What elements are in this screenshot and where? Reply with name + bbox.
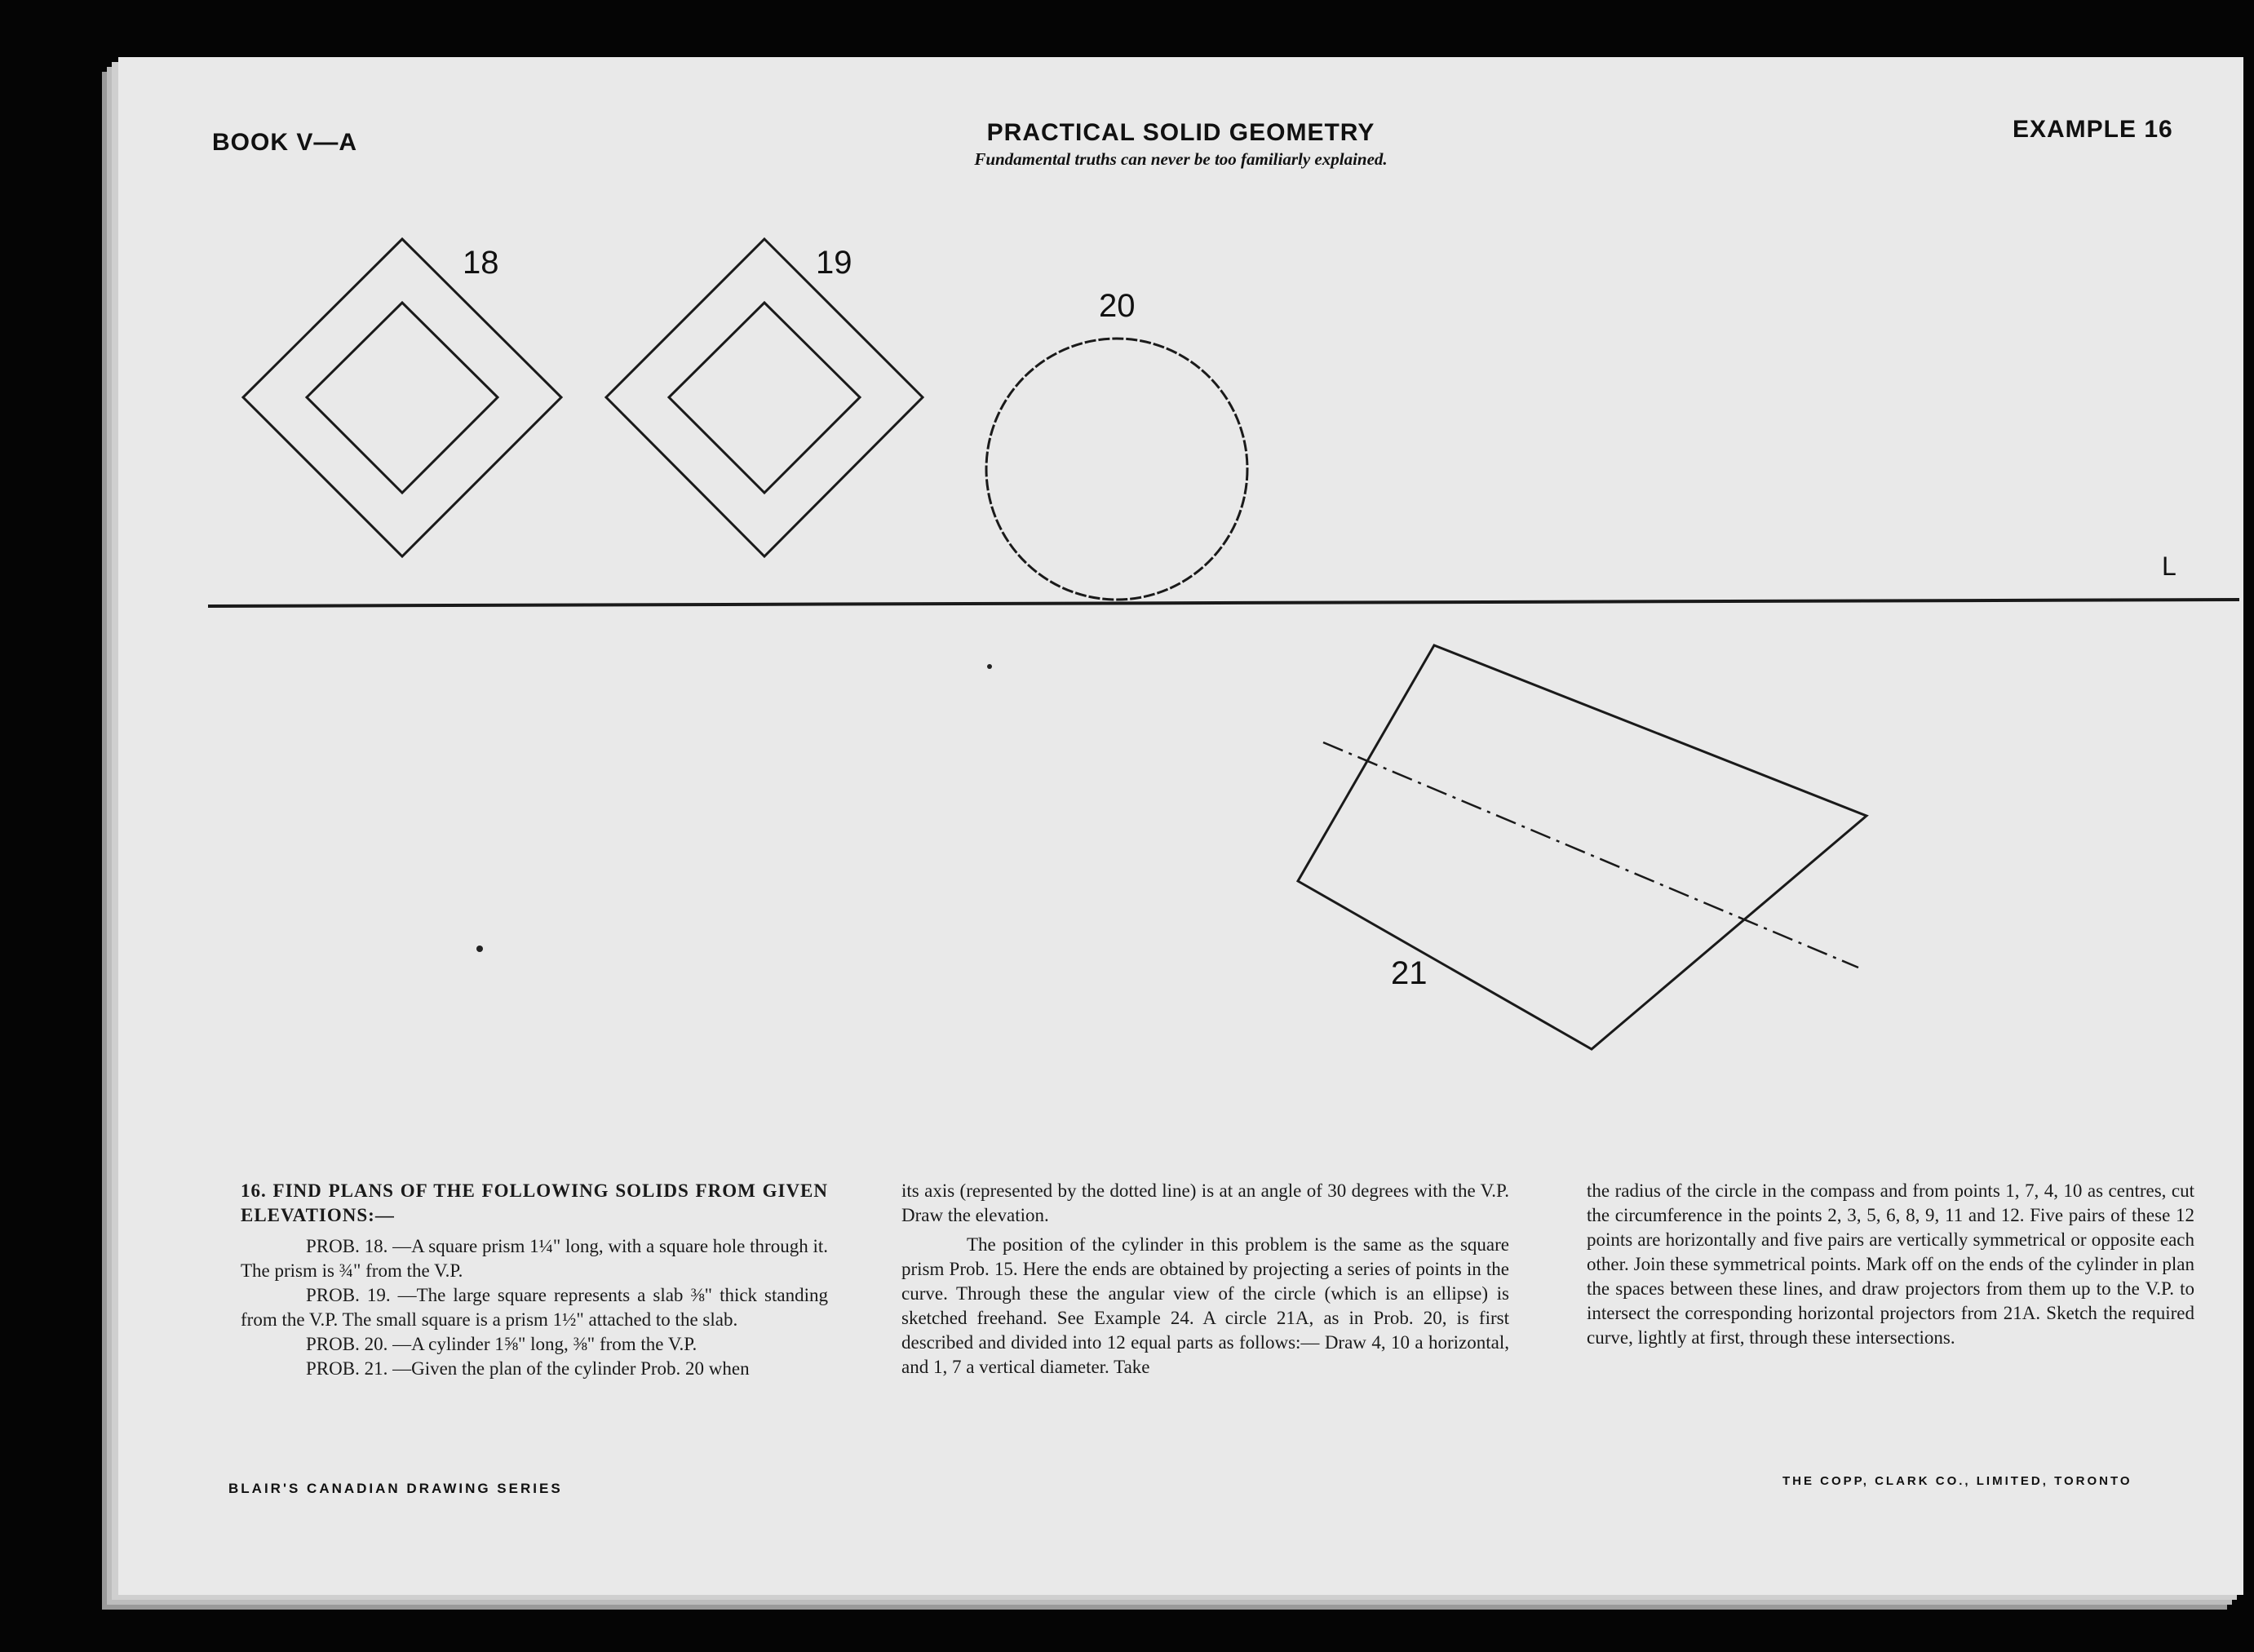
col2-paragraph-1: its axis (represented by the dotted line) is at an angle of 30 degrees with the V.P. Draw the elevation. — [901, 1180, 1509, 1225]
fig19-inner-square — [669, 303, 860, 493]
fig20-label: 20 — [1099, 288, 1136, 324]
footer-series: BLAIR'S CANADIAN DRAWING SERIES — [228, 1481, 563, 1496]
document-page — [118, 57, 2243, 1595]
page-title: PRACTICAL SOLID GEOMETRY — [986, 119, 1375, 146]
prob-19: PROB. 19. —The large square represents a slab ⅜" thick standing from the V.P. The small square is a prism 1½" attached to the slab. — [241, 1285, 828, 1330]
prob-20: PROB. 20. —A cylinder 1⅝" long, ⅜" from the V.P. — [306, 1334, 697, 1354]
ground-line-label: L — [2162, 551, 2177, 581]
fig21-axis — [1323, 742, 1858, 968]
text-column-3 — [1587, 1179, 2194, 1350]
text-column-2 — [901, 1179, 1509, 1380]
col2-paragraph-2: The position of the cylinder in this problem is the same as the square prism Prob. 15. Here the ends are obtained by projecting a series of points in the curve. Through these the angular view of the circle (which is an ellipse) is sketched freehand. See Example 24. A circle 21A, as in Prob. 20, is first described and divided into 12 equal parts as follows:— Draw 4, 10 a horizontal, and 1, 7 a vertical diameter. Take — [901, 1234, 1509, 1377]
example-label: EXAMPLE 16 — [2013, 116, 2173, 143]
fig21-label: 21 — [1391, 955, 1428, 991]
fig18-inner-square — [307, 303, 498, 493]
fig20-circle — [986, 339, 1247, 600]
text-column-1 — [241, 1179, 828, 1381]
page-tagline: Fundamental truths can never be too familiarly explained. — [974, 149, 1388, 169]
prob-18: PROB. 18. —A square prism 1¼" long, with a square hole through it. The prism is ¾" from the V.P. — [241, 1236, 828, 1281]
fig21-rectangle — [1298, 645, 1867, 1049]
speck — [476, 946, 483, 952]
section-heading: 16. FIND PLANS OF THE FOLLOWING SOLIDS FROM GIVEN ELEVATIONS:— — [241, 1180, 828, 1225]
ground-line — [208, 600, 2239, 606]
prob-21: PROB. 21. —Given the plan of the cylinder Prob. 20 when — [306, 1358, 750, 1379]
fig19-outer-square — [606, 239, 923, 556]
footer-publisher: THE COPP, CLARK CO., LIMITED, TORONTO — [1782, 1474, 2132, 1488]
book-label: BOOK V—A — [212, 129, 358, 156]
col3-paragraph-1: the radius of the circle in the compass and from points 1, 7, 4, 10 as centres, cut the circumference in the points 2, 3, 5, 6, 8, 9, 11 and 12. Five pairs of these 12 points are horizontally and five pairs are vertically symmetrical or opposite each other. Join these symmetrical points. Mark off on the ends of the cylinder in plan the spaces between these lines, and draw projectors from them up to the V.P. to intersect the corresponding horizontal projectors from 21A. Sketch the required curve, lightly at first, through these intersections. — [1587, 1180, 2194, 1348]
speck — [987, 664, 992, 669]
fig18-outer-square — [243, 239, 561, 556]
fig18-label: 18 — [463, 245, 499, 281]
fig19-label: 19 — [816, 245, 852, 281]
